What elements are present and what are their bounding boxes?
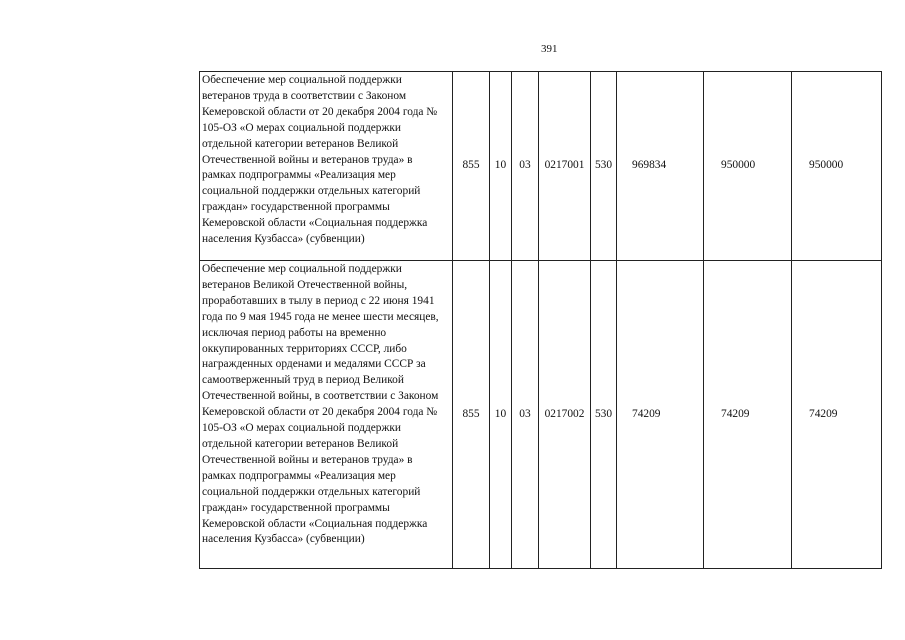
description-line: 105-ОЗ «О мерах социальной поддержки [202, 121, 402, 134]
description-line: Кемеровской области «Социальная поддержка [202, 517, 428, 530]
subsection-code: 03 [512, 261, 539, 569]
description-line: Кемеровской области от 20 декабря 2004 года № [202, 406, 438, 419]
page-number: 391 [541, 43, 558, 55]
description-line: Обеспечение мер социальной поддержки [202, 74, 402, 86]
expense-type-code: 530 [591, 72, 617, 261]
sum-year-2: 74209 [704, 261, 792, 569]
subsection-code: 03 [512, 72, 539, 261]
description-line: года по 9 мая 1945 года не менее шести месяцев, [202, 310, 439, 323]
table-row [200, 261, 882, 569]
description-line: Отечественной войны, в соответствии с Законом [202, 390, 439, 403]
description-line: рамках подпрограммы «Реализация мер [202, 469, 396, 482]
description-line: населения Кузбасса» (субвенции) [202, 233, 365, 246]
description-line: 105-ОЗ «О мерах социальной поддержки [202, 422, 402, 435]
sum-year-1: 74209 [617, 261, 704, 569]
target-article-code: 0217002 [539, 261, 591, 569]
description-line: отдельной категории ветеранов Великой [202, 437, 399, 450]
description-line: Отечественной войны и ветеранов труда» в [202, 453, 413, 466]
description-line: оккупированных территориях СССР, либо [202, 342, 407, 355]
sum-year-1: 969834 [617, 72, 704, 261]
description-line: населения Кузбасса» (субвенции) [202, 533, 365, 546]
description-line: граждан» государственной программы [202, 501, 390, 514]
description-line: награжденных орденами и медалями СССР за [202, 358, 426, 371]
sum-year-2: 950000 [704, 72, 792, 261]
target-article-code: 0217001 [539, 72, 591, 261]
section-code: 10 [490, 261, 512, 569]
description-line: ветеранов Великой Отечественной войны, [202, 278, 408, 291]
description-line: граждан» государственной программы [202, 201, 390, 214]
budget-table [199, 71, 882, 569]
row-description [200, 72, 453, 261]
table-row [200, 72, 882, 261]
description-line: самоотверженный труд в период Великой [202, 374, 404, 387]
description-line: Кемеровской области от 20 декабря 2004 года № [202, 105, 438, 118]
section-code: 10 [490, 72, 512, 261]
description-line: рамках подпрограммы «Реализация мер [202, 169, 396, 182]
description-line: отдельной категории ветеранов Великой [202, 137, 399, 150]
sum-year-3: 74209 [792, 261, 882, 569]
description-line: Кемеровской области «Социальная поддержка [202, 217, 428, 230]
sum-year-3: 950000 [792, 72, 882, 261]
description-line: проработавших в тылу в период с 22 июня 1941 [202, 294, 435, 307]
expense-type-code: 530 [591, 261, 617, 569]
description-line: Отечественной войны и ветеранов труда» в [202, 153, 413, 166]
ministry-code: 855 [453, 72, 490, 261]
description-line: социальной поддержки отдельных категорий [202, 185, 421, 198]
row-description [200, 261, 453, 569]
description-line: исключая период работы на временно [202, 326, 387, 339]
description-line: Обеспечение мер социальной поддержки [202, 263, 402, 275]
description-line: социальной поддержки отдельных категорий [202, 485, 421, 498]
ministry-code: 855 [453, 261, 490, 569]
description-line: ветеранов труда в соответствии с Законом [202, 89, 407, 102]
